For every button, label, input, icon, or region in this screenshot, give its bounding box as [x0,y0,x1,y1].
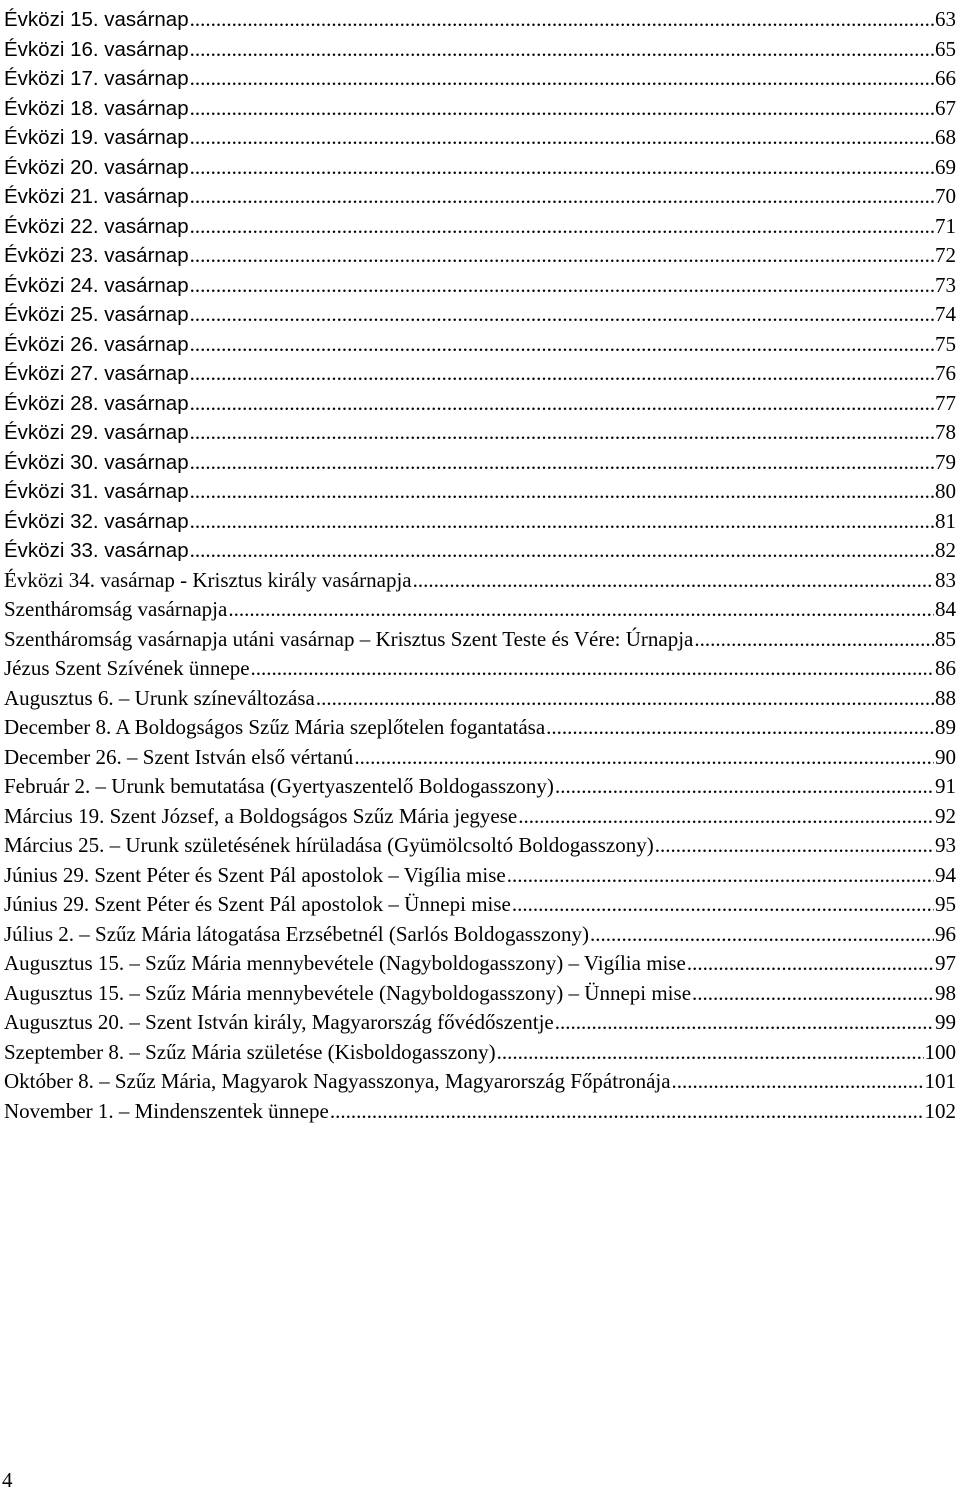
toc-entry-title: Augusztus 6. – Urunk színeváltozása [4,685,315,710]
toc-entry-title: December 8. A Boldogságos Szűz Mária szeplőtelen fogantatása [4,715,546,739]
toc-entry-title: Évközi 17. vasárnap [4,67,189,90]
toc-dot-leader [330,1097,924,1127]
toc-entry-page-number: 75 [935,331,956,356]
toc-dot-leader [354,743,934,773]
toc-entry-title: Évközi 19. vasárnap [4,126,189,149]
toc-entry[interactable] [4,625,956,655]
toc-entry-title: Március 25. – Urunk születésének hírüladása (Gyümölcsoltó Boldogasszony) [4,833,654,857]
toc-dot-leader [228,595,934,625]
toc-entry-page-number: 97 [935,951,956,975]
toc-entry-page-number: 78 [935,420,956,444]
toc-entry-page-number: 82 [935,538,956,562]
toc-entry-title: Szentháromság vasárnapja [4,597,228,621]
toc-entry-page-number: 67 [935,95,956,120]
toc-entry-page-number: 100 [924,1039,956,1064]
toc-entry[interactable] [4,359,956,389]
toc-entry[interactable] [4,566,956,596]
toc-entry[interactable] [4,1038,956,1068]
toc-dot-leader [687,949,934,979]
toc-dot-leader [190,123,934,153]
toc-entry-page-number: 73 [935,272,956,297]
toc-entry-page-number: 98 [935,980,956,1005]
toc-entry-page-number: 76 [935,361,956,385]
toc-dot-leader [190,271,934,301]
toc-entry[interactable] [4,389,956,419]
toc-entry-title: Évközi 21. vasárnap [4,185,189,208]
toc-dot-leader [190,477,934,507]
toc-entry-title: November 1. – Mindenszentek ünnepe [4,1098,329,1123]
toc-entry-page-number: 102 [924,1098,956,1123]
toc-entry-title: Augusztus 20. – Szent István király, Magyarország fővédőszentje [4,1010,554,1034]
toc-entry-page-number: 81 [935,508,956,533]
toc-entry-page-number: 74 [935,302,956,326]
toc-dot-leader [251,654,934,684]
toc-entry-title: Évközi 28. vasárnap [4,391,189,415]
toc-entry-page-number: 63 [935,7,956,31]
toc-entry[interactable] [4,890,956,920]
toc-entry[interactable] [4,212,956,242]
toc-entry-page-number: 99 [935,1010,956,1034]
toc-entry-page-number: 72 [935,243,956,267]
toc-entry[interactable] [4,772,956,802]
page-number: 4 [2,1468,13,1492]
toc-dot-leader [190,94,934,124]
toc-dot-leader [190,212,934,242]
toc-entry[interactable] [4,713,956,743]
toc-entry-title: Augusztus 15. – Szűz Mária mennybevétele (Nagyboldogasszony) – Vigília mise [4,951,686,975]
toc-entry-page-number: 77 [935,390,956,415]
toc-entry-title: Augusztus 15. – Szűz Mária mennybevétele (Nagyboldogasszony) – Ünnepi mise [4,980,692,1005]
toc-entry[interactable] [4,654,956,684]
toc-dot-leader [497,1038,924,1068]
toc-entry[interactable] [4,300,956,330]
toc-entry-title: Évközi 34. vasárnap - Krisztus király vasárnapja [4,567,412,592]
toc-dot-leader [655,831,934,861]
toc-dot-leader [413,566,934,596]
toc-entry[interactable] [4,271,956,301]
toc-entry-title: Évközi 26. vasárnap [4,332,189,356]
toc-entry-title: Évközi 29. vasárnap [4,421,189,444]
toc-entry-page-number: 85 [935,626,956,651]
toc-dot-leader [190,418,934,448]
toc-dot-leader [190,300,934,330]
toc-entry-title: Évközi 30. vasárnap [4,450,189,474]
toc-dot-leader [512,890,934,920]
toc-dot-leader [190,536,934,566]
toc-dot-leader [190,330,934,360]
toc-dot-leader [692,979,934,1009]
toc-entry[interactable] [4,684,956,714]
toc-entry-page-number: 95 [935,892,956,916]
toc-entry[interactable] [4,448,956,478]
toc-entry-title: Évközi 23. vasárnap [4,244,189,267]
toc-entry-title: December 26. – Szent István első vértanú [4,744,354,769]
table-of-contents [4,5,956,1126]
toc-entry-page-number: 94 [935,862,956,887]
toc-entry-title: Évközi 15. vasárnap [4,8,189,31]
toc-dot-leader [190,359,934,389]
toc-entry[interactable] [4,507,956,537]
toc-entry[interactable] [4,153,956,183]
toc-dot-leader [190,35,934,65]
toc-entry[interactable] [4,1008,956,1038]
toc-entry[interactable] [4,979,956,1009]
toc-entry-title: Február 2. – Urunk bemutatása (Gyertyaszentelő Boldogasszony) [4,774,554,798]
toc-dot-leader [190,182,934,212]
toc-entry-page-number: 91 [935,774,956,798]
toc-entry-title: Szentháromság vasárnapja utáni vasárnap – Krisztus Szent Teste és Vére: Úrnapja [4,626,694,651]
toc-dot-leader [190,153,934,183]
toc-dot-leader [694,625,934,655]
toc-entry[interactable] [4,743,956,773]
toc-entry[interactable] [4,35,956,65]
toc-entry-title: Július 2. – Szűz Mária látogatása Erzsébetnél (Sarlós Boldogasszony) [4,921,589,946]
toc-entry[interactable] [4,536,956,566]
toc-entry[interactable] [4,831,956,861]
toc-entry-page-number: 89 [935,715,956,739]
toc-entry-page-number: 79 [935,449,956,474]
toc-entry[interactable] [4,949,956,979]
toc-dot-leader [546,713,934,743]
toc-entry-page-number: 83 [935,567,956,592]
toc-entry-title: Március 19. Szent József, a Boldogságos Szűz Mária jegyese [4,803,518,828]
toc-entry-page-number: 65 [935,36,956,61]
toc-entry[interactable] [4,5,956,35]
toc-entry-page-number: 88 [935,685,956,710]
toc-entry-page-number: 96 [935,921,956,946]
toc-entry-page-number: 92 [935,803,956,828]
toc-entry[interactable] [4,241,956,271]
toc-entry-title: Évközi 32. vasárnap [4,509,189,533]
toc-dot-leader [316,684,934,714]
toc-entry-title: Évközi 22. vasárnap [4,214,189,238]
toc-entry[interactable] [4,418,956,448]
toc-entry[interactable] [4,330,956,360]
toc-entry-title: Június 29. Szent Péter és Szent Pál apostolok – Vigília mise [4,862,506,887]
toc-entry-page-number: 86 [935,656,956,680]
toc-entry-page-number: 70 [935,184,956,208]
toc-entry[interactable] [4,1067,956,1097]
toc-entry[interactable] [4,94,956,124]
toc-entry[interactable] [4,802,956,832]
toc-dot-leader [190,64,934,94]
toc-dot-leader [590,920,934,950]
toc-entry-page-number: 90 [935,744,956,769]
toc-dot-leader [190,507,934,537]
toc-entry-page-number: 101 [924,1069,956,1093]
toc-dot-leader [190,241,934,271]
toc-dot-leader [555,1008,934,1038]
toc-entry[interactable] [4,595,956,625]
toc-entry-title: Évközi 25. vasárnap [4,303,189,326]
toc-entry-page-number: 71 [935,213,956,238]
toc-entry-page-number: 93 [935,833,956,857]
toc-entry-page-number: 69 [935,154,956,179]
toc-dot-leader [190,448,934,478]
toc-entry[interactable] [4,64,956,94]
toc-entry[interactable] [4,920,956,950]
toc-dot-leader [518,802,934,832]
toc-entry-title: Évközi 24. vasárnap [4,273,189,297]
toc-dot-leader [555,772,934,802]
toc-entry[interactable] [4,1097,956,1127]
toc-entry-title: Évközi 31. vasárnap [4,480,189,503]
toc-entry[interactable] [4,182,956,212]
toc-entry-page-number: 66 [935,66,956,90]
toc-entry-title: Jézus Szent Szívének ünnepe [4,656,250,680]
toc-entry[interactable] [4,477,956,507]
toc-entry-title: Évközi 20. vasárnap [4,155,189,179]
toc-entry-page-number: 68 [935,125,956,149]
toc-entry-title: Szeptember 8. – Szűz Mária születése (Kisboldogasszony) [4,1039,496,1064]
toc-entry-title: Évközi 33. vasárnap [4,539,189,562]
toc-entry-page-number: 84 [935,597,956,621]
toc-entry-page-number: 80 [935,479,956,503]
toc-entry[interactable] [4,861,956,891]
toc-entry-title: Évközi 18. vasárnap [4,96,189,120]
toc-entry[interactable] [4,123,956,153]
toc-entry-title: Június 29. Szent Péter és Szent Pál apostolok – Ünnepi mise [4,892,511,916]
toc-entry-title: Október 8. – Szűz Mária, Magyarok Nagyasszonya, Magyarország Főpátronája [4,1069,671,1093]
toc-dot-leader [190,389,934,419]
toc-dot-leader [190,5,934,35]
toc-dot-leader [507,861,934,891]
toc-dot-leader [672,1067,924,1097]
toc-entry-title: Évközi 16. vasárnap [4,37,189,61]
toc-entry-title: Évközi 27. vasárnap [4,362,189,385]
